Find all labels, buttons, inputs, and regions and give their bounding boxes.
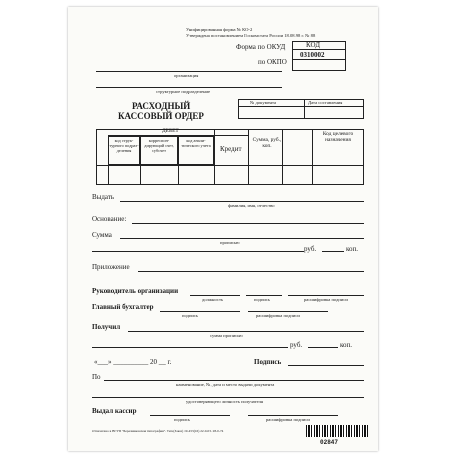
id-document-caption: наименование, №, дата и место выдачи документа	[176, 382, 275, 387]
received-caption: сумма прописью	[210, 333, 243, 338]
attachment-line[interactable]	[138, 271, 364, 272]
doc-number-label: № документа	[250, 100, 277, 105]
cash-order-form	[68, 7, 378, 451]
signature-line[interactable]	[288, 365, 364, 366]
form-code-line: Унифицированная форма № КО-2	[186, 27, 253, 32]
po-label: По	[92, 373, 101, 381]
barcode-image	[306, 425, 368, 437]
rub-label: руб.	[304, 245, 317, 253]
summa-header: Сумма, руб., коп.	[252, 137, 282, 149]
title-line2: КАССОВЫЙ ОРДЕР	[118, 111, 204, 121]
received-kop-label: коп.	[340, 341, 353, 349]
director-label: Руководитель организации	[92, 287, 179, 295]
director-name-line[interactable]	[288, 295, 364, 296]
director-position-caption: должность	[202, 297, 224, 302]
kop-line[interactable]	[322, 251, 344, 252]
okud-label: Форма по ОКУД	[236, 43, 286, 51]
signature-label: Подпись	[254, 358, 282, 366]
chief-accountant-label: Главный бухгалтер	[92, 303, 154, 311]
cashier-label: Выдал кассир	[92, 407, 137, 415]
basis-line[interactable]	[132, 223, 364, 224]
dept-line[interactable]	[96, 87, 282, 88]
doc-date-label: Дата составления	[308, 100, 343, 105]
kredit-header: Кредит	[220, 145, 242, 153]
amount-line[interactable]	[120, 238, 364, 239]
id-document-line-2[interactable]	[92, 397, 364, 398]
debet-header: ДЕБЕТ	[162, 128, 179, 134]
accountant-name-line[interactable]	[248, 311, 328, 312]
title-line1: РАСХОДНЫЙ	[132, 101, 191, 111]
approval-line: Утверждена постановлением Госкомстата России 18.08.98 г. № 88	[186, 33, 316, 38]
printer-note: Отпечатано в ВГУП "Березниковская типография". Тип.(Заказ) 19-453(16) 22-0-03. 28-0-74	[92, 429, 224, 433]
purpose-code-header: Код целевого назначения	[322, 131, 354, 143]
col-corr-account: корреспон-дирующий счет, субсчет	[140, 136, 178, 165]
id-document-line[interactable]	[104, 380, 364, 381]
director-name-caption: расшифровка подписи	[304, 297, 348, 302]
amount-caption: прописью	[220, 240, 240, 245]
summa-label: Сумма	[92, 231, 112, 239]
cashier-sign-caption: подпись	[174, 417, 191, 422]
received-label: Получил	[92, 323, 121, 331]
received-kop-line[interactable]	[308, 347, 338, 348]
org-caption: организация	[174, 73, 199, 78]
received-rub-label: руб.	[290, 341, 303, 349]
okpo-label: по ОКПО	[258, 58, 287, 66]
org-line[interactable]	[96, 71, 282, 72]
id-document-caption-2: удостоверяющего личность получателя	[186, 399, 264, 404]
kop-label: коп.	[346, 245, 359, 253]
cashier-name-line[interactable]	[248, 415, 338, 416]
amount-line-2[interactable]	[92, 251, 304, 252]
serial-number: 02847	[320, 439, 339, 446]
kod-label: КОД	[306, 41, 320, 49]
received-amount-line-2[interactable]	[92, 347, 288, 348]
director-sign-caption: подпись	[254, 297, 271, 302]
osnovanie-label: Основание:	[92, 215, 127, 223]
okud-code: 0310002	[300, 51, 325, 59]
date-line[interactable]: «___» __________ 20 __ г.	[94, 358, 172, 366]
dept-caption: структурное подразделение	[156, 89, 211, 94]
director-position-line[interactable]	[190, 295, 240, 296]
accountant-sign-caption: подпись	[182, 313, 199, 318]
cashier-sign-line[interactable]	[150, 415, 230, 416]
received-amount-line[interactable]	[128, 331, 364, 332]
accountant-name-caption: расшифровка подписи	[256, 313, 300, 318]
vydat-label: Выдать	[92, 193, 115, 201]
recipient-line[interactable]	[120, 201, 364, 202]
col-dept-code: код струк-турного подраз-деления	[108, 136, 140, 165]
accountant-sign-line[interactable]	[160, 311, 240, 312]
cashier-name-caption: расшифровка подписи	[266, 417, 310, 422]
recipient-caption: фамилия, имя, отчество	[228, 203, 275, 208]
prilozhenie-label: Приложение	[92, 263, 130, 271]
director-sign-line[interactable]	[246, 295, 282, 296]
col-analytic-code: код анали-тического учета	[178, 136, 214, 165]
